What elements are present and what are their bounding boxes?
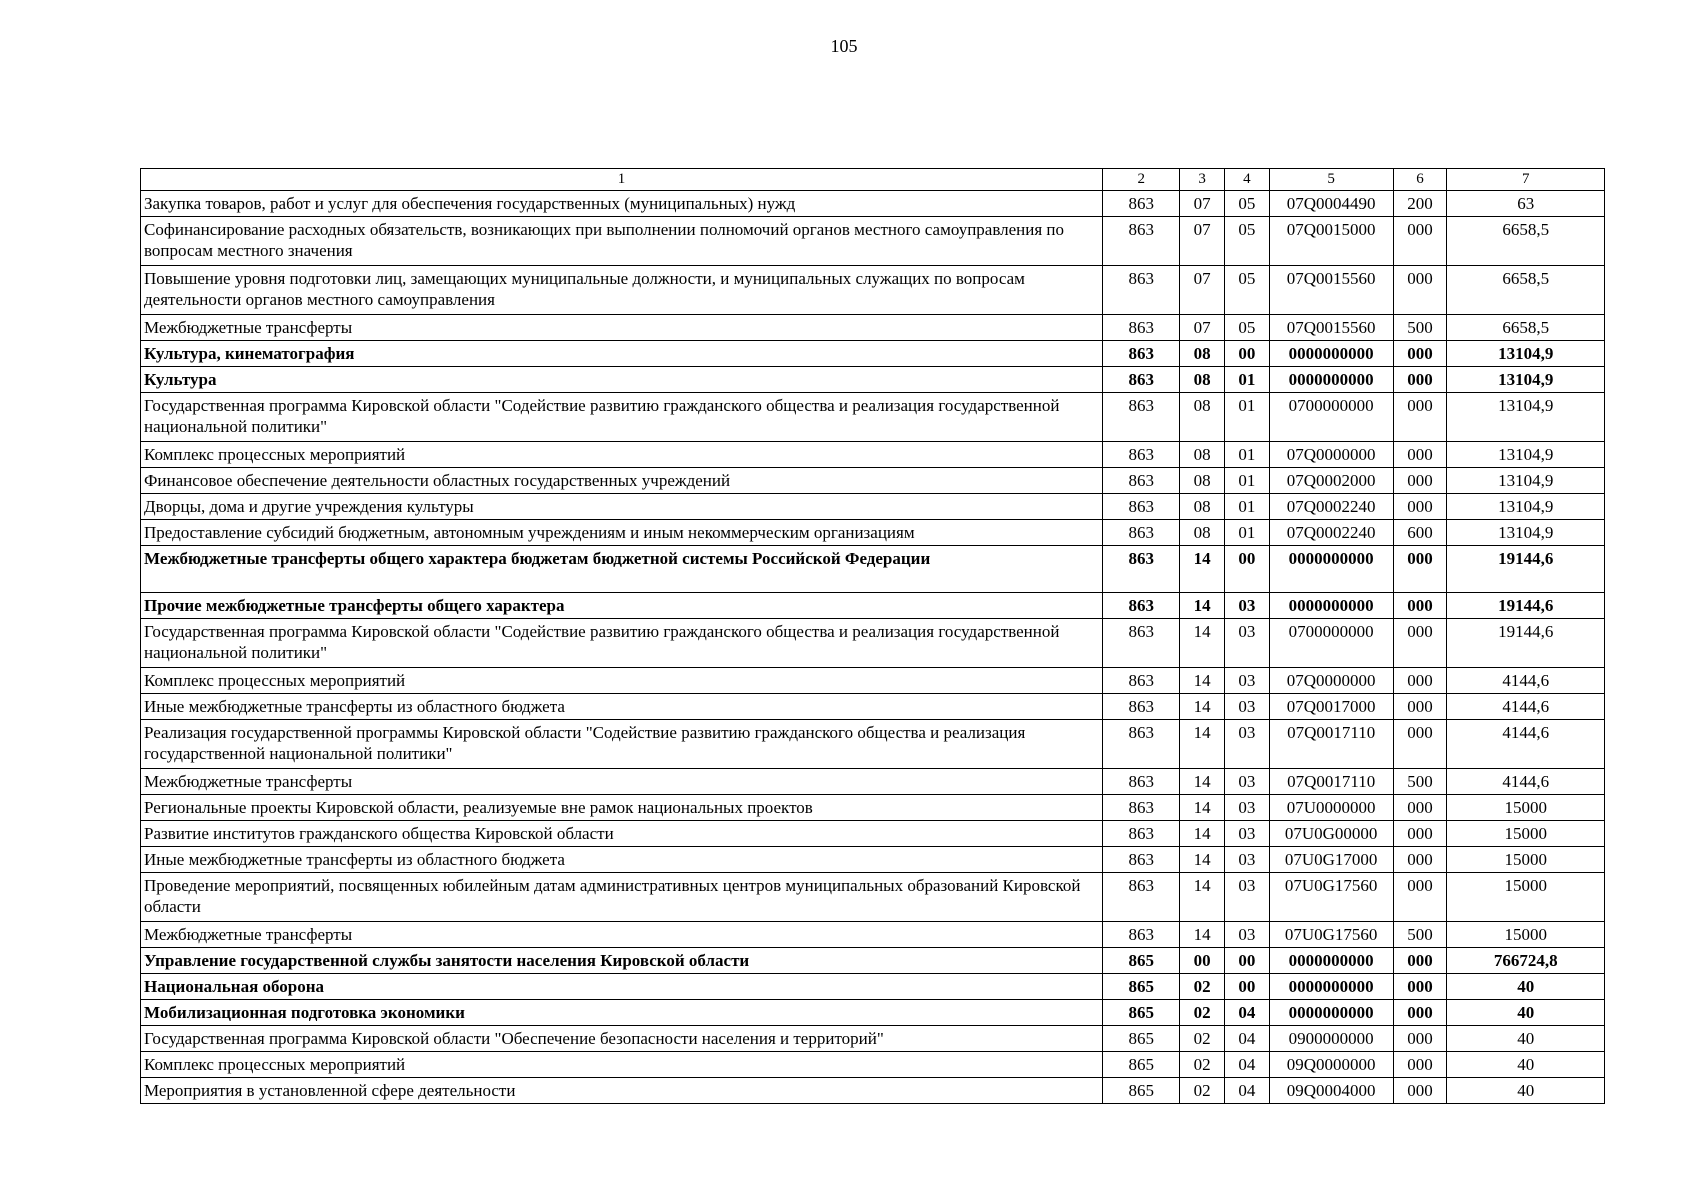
- section-cell: 02: [1180, 1078, 1225, 1104]
- target-article-cell: 07Q0015560: [1269, 315, 1393, 341]
- table-row: [141, 1078, 1605, 1104]
- expense-type-cell: 000: [1393, 619, 1447, 668]
- section-cell: 08: [1180, 393, 1225, 442]
- expense-type-cell: 500: [1393, 922, 1447, 948]
- page-number: 105: [830, 36, 858, 56]
- amount-cell: 6658,5: [1447, 315, 1605, 341]
- section-cell: 08: [1180, 468, 1225, 494]
- section-cell: 08: [1180, 442, 1225, 468]
- admin-code-cell: 865: [1103, 948, 1180, 974]
- amount-cell: 19144,6: [1447, 619, 1605, 668]
- target-article-cell: 07Q0000000: [1269, 668, 1393, 694]
- amount-cell: 766724,8: [1447, 948, 1605, 974]
- amount-cell: 19144,6: [1447, 593, 1605, 619]
- amount-cell: 40: [1447, 1026, 1605, 1052]
- section-cell: 14: [1180, 694, 1225, 720]
- subsection-cell: 05: [1225, 315, 1270, 341]
- subsection-cell: 01: [1225, 494, 1270, 520]
- row-name-cell: Софинансирование расходных обязательств, возникающих при выполнении полномочий органов местного самоуправления по вопросам местного значения: [141, 217, 1103, 266]
- expense-type-cell: 000: [1393, 720, 1447, 769]
- column-header: 7: [1447, 169, 1605, 191]
- amount-cell: 6658,5: [1447, 266, 1605, 315]
- section-cell: 08: [1180, 494, 1225, 520]
- table-row: [141, 367, 1605, 393]
- target-article-cell: 07Q0017110: [1269, 720, 1393, 769]
- admin-code-cell: 863: [1103, 341, 1180, 367]
- section-cell: 14: [1180, 795, 1225, 821]
- admin-code-cell: 863: [1103, 520, 1180, 546]
- target-article-cell: 07U0G17000: [1269, 847, 1393, 873]
- row-name-cell: Реализация государственной программы Кировской области "Содействие развитию гражданского общества и реализация государственной национальной политики": [141, 720, 1103, 769]
- target-article-cell: 07Q0015000: [1269, 217, 1393, 266]
- row-name-cell: Национальная оборона: [141, 974, 1103, 1000]
- expense-type-cell: 000: [1393, 948, 1447, 974]
- row-name-cell: Дворцы, дома и другие учреждения культуры: [141, 494, 1103, 520]
- section-cell: 14: [1180, 546, 1225, 593]
- admin-code-cell: 865: [1103, 1026, 1180, 1052]
- section-cell: 02: [1180, 974, 1225, 1000]
- section-cell: 02: [1180, 1026, 1225, 1052]
- column-header: 3: [1180, 169, 1225, 191]
- expense-type-cell: 000: [1393, 1026, 1447, 1052]
- table-row: [141, 769, 1605, 795]
- amount-cell: 15000: [1447, 847, 1605, 873]
- amount-cell: 19144,6: [1447, 546, 1605, 593]
- expense-type-cell: 000: [1393, 546, 1447, 593]
- section-cell: 07: [1180, 266, 1225, 315]
- expense-type-cell: 000: [1393, 468, 1447, 494]
- expense-type-cell: 000: [1393, 795, 1447, 821]
- subsection-cell: 01: [1225, 520, 1270, 546]
- amount-cell: 4144,6: [1447, 769, 1605, 795]
- expense-type-cell: 000: [1393, 694, 1447, 720]
- amount-cell: 15000: [1447, 821, 1605, 847]
- target-article-cell: 07U0G00000: [1269, 821, 1393, 847]
- amount-cell: 6658,5: [1447, 217, 1605, 266]
- expense-type-cell: 000: [1393, 1052, 1447, 1078]
- row-name-cell: Государственная программа Кировской области "Содействие развитию гражданского общества и реализация государственной национальной политики": [141, 393, 1103, 442]
- expense-type-cell: 000: [1393, 367, 1447, 393]
- subsection-cell: 00: [1225, 546, 1270, 593]
- row-name-cell: Предоставление субсидий бюджетным, автономным учреждениям и иным некоммерческим организациям: [141, 520, 1103, 546]
- row-name-cell: Культура: [141, 367, 1103, 393]
- amount-cell: 13104,9: [1447, 393, 1605, 442]
- target-article-cell: 0000000000: [1269, 948, 1393, 974]
- expense-type-cell: 000: [1393, 266, 1447, 315]
- section-cell: 14: [1180, 821, 1225, 847]
- row-name-cell: Комплекс процессных мероприятий: [141, 442, 1103, 468]
- subsection-cell: 03: [1225, 821, 1270, 847]
- amount-cell: 13104,9: [1447, 520, 1605, 546]
- admin-code-cell: 863: [1103, 821, 1180, 847]
- subsection-cell: 03: [1225, 668, 1270, 694]
- target-article-cell: 09Q0000000: [1269, 1052, 1393, 1078]
- table-row: [141, 468, 1605, 494]
- section-cell: 08: [1180, 520, 1225, 546]
- table-row: [141, 393, 1605, 442]
- admin-code-cell: 865: [1103, 1078, 1180, 1104]
- subsection-cell: 05: [1225, 191, 1270, 217]
- admin-code-cell: 865: [1103, 974, 1180, 1000]
- table-row: [141, 619, 1605, 668]
- target-article-cell: 0000000000: [1269, 1000, 1393, 1026]
- subsection-cell: 04: [1225, 1026, 1270, 1052]
- amount-cell: 13104,9: [1447, 341, 1605, 367]
- admin-code-cell: 863: [1103, 266, 1180, 315]
- subsection-cell: 03: [1225, 593, 1270, 619]
- admin-code-cell: 863: [1103, 494, 1180, 520]
- subsection-cell: 01: [1225, 442, 1270, 468]
- section-cell: 14: [1180, 847, 1225, 873]
- target-article-cell: 07U0G17560: [1269, 922, 1393, 948]
- admin-code-cell: 863: [1103, 442, 1180, 468]
- target-article-cell: 07Q0017000: [1269, 694, 1393, 720]
- target-article-cell: 07Q0017110: [1269, 769, 1393, 795]
- table-row: [141, 266, 1605, 315]
- subsection-cell: 05: [1225, 217, 1270, 266]
- row-name-cell: Комплекс процессных мероприятий: [141, 668, 1103, 694]
- budget-table: [140, 168, 1605, 1104]
- expense-type-cell: 000: [1393, 668, 1447, 694]
- amount-cell: 40: [1447, 974, 1605, 1000]
- admin-code-cell: 863: [1103, 847, 1180, 873]
- section-cell: 08: [1180, 367, 1225, 393]
- section-cell: 14: [1180, 922, 1225, 948]
- subsection-cell: 01: [1225, 393, 1270, 442]
- target-article-cell: 07Q0002240: [1269, 520, 1393, 546]
- target-article-cell: 0000000000: [1269, 546, 1393, 593]
- table-row: [141, 948, 1605, 974]
- table-row: [141, 847, 1605, 873]
- row-name-cell: Финансовое обеспечение деятельности областных государственных учреждений: [141, 468, 1103, 494]
- row-name-cell: Прочие межбюджетные трансферты общего характера: [141, 593, 1103, 619]
- subsection-cell: 01: [1225, 367, 1270, 393]
- column-header: 5: [1269, 169, 1393, 191]
- amount-cell: 13104,9: [1447, 468, 1605, 494]
- admin-code-cell: 863: [1103, 922, 1180, 948]
- subsection-cell: 03: [1225, 769, 1270, 795]
- table-row: [141, 217, 1605, 266]
- row-name-cell: Межбюджетные трансферты: [141, 315, 1103, 341]
- amount-cell: 13104,9: [1447, 442, 1605, 468]
- section-cell: 14: [1180, 873, 1225, 922]
- subsection-cell: 03: [1225, 847, 1270, 873]
- target-article-cell: 0900000000: [1269, 1026, 1393, 1052]
- subsection-cell: 04: [1225, 1000, 1270, 1026]
- section-cell: 14: [1180, 720, 1225, 769]
- amount-cell: 40: [1447, 1052, 1605, 1078]
- section-cell: 14: [1180, 593, 1225, 619]
- target-article-cell: 07Q0000000: [1269, 442, 1393, 468]
- target-article-cell: 07Q0002240: [1269, 494, 1393, 520]
- expense-type-cell: 000: [1393, 974, 1447, 1000]
- row-name-cell: Межбюджетные трансферты: [141, 769, 1103, 795]
- subsection-cell: 03: [1225, 922, 1270, 948]
- subsection-cell: 03: [1225, 694, 1270, 720]
- admin-code-cell: 863: [1103, 593, 1180, 619]
- target-article-cell: 0700000000: [1269, 393, 1393, 442]
- section-cell: 07: [1180, 217, 1225, 266]
- table-row: [141, 720, 1605, 769]
- admin-code-cell: 863: [1103, 873, 1180, 922]
- section-cell: 14: [1180, 668, 1225, 694]
- row-name-cell: Повышение уровня подготовки лиц, замещающих муниципальные должности, и муниципальных служащих по вопросам деятельности органов местного самоуправления: [141, 266, 1103, 315]
- amount-cell: 40: [1447, 1078, 1605, 1104]
- admin-code-cell: 863: [1103, 217, 1180, 266]
- admin-code-cell: 863: [1103, 191, 1180, 217]
- amount-cell: 4144,6: [1447, 668, 1605, 694]
- table-row: [141, 341, 1605, 367]
- row-name-cell: Управление государственной службы занятости населения Кировской области: [141, 948, 1103, 974]
- amount-cell: 40: [1447, 1000, 1605, 1026]
- target-article-cell: 07U0G17560: [1269, 873, 1393, 922]
- admin-code-cell: 863: [1103, 393, 1180, 442]
- admin-code-cell: 863: [1103, 546, 1180, 593]
- target-article-cell: 07Q0015560: [1269, 266, 1393, 315]
- target-article-cell: 09Q0004000: [1269, 1078, 1393, 1104]
- table-row: [141, 442, 1605, 468]
- subsection-cell: 03: [1225, 619, 1270, 668]
- column-header: 2: [1103, 169, 1180, 191]
- subsection-cell: 03: [1225, 720, 1270, 769]
- expense-type-cell: 000: [1393, 494, 1447, 520]
- column-header: 6: [1393, 169, 1447, 191]
- admin-code-cell: 863: [1103, 668, 1180, 694]
- row-name-cell: Региональные проекты Кировской области, реализуемые вне рамок национальных проектов: [141, 795, 1103, 821]
- subsection-cell: 00: [1225, 974, 1270, 1000]
- amount-cell: 13104,9: [1447, 494, 1605, 520]
- section-cell: 00: [1180, 948, 1225, 974]
- table-row: [141, 520, 1605, 546]
- row-name-cell: Межбюджетные трансферты общего характера бюджетам бюджетной системы Российской Федерации: [141, 546, 1103, 593]
- section-cell: 14: [1180, 769, 1225, 795]
- table-row: [141, 922, 1605, 948]
- admin-code-cell: 865: [1103, 1052, 1180, 1078]
- section-cell: 02: [1180, 1000, 1225, 1026]
- section-cell: 02: [1180, 1052, 1225, 1078]
- section-cell: 14: [1180, 619, 1225, 668]
- expense-type-cell: 000: [1393, 217, 1447, 266]
- table-row: [141, 1000, 1605, 1026]
- section-cell: 07: [1180, 191, 1225, 217]
- amount-cell: 15000: [1447, 795, 1605, 821]
- amount-cell: 15000: [1447, 873, 1605, 922]
- amount-cell: 15000: [1447, 922, 1605, 948]
- table-row: [141, 593, 1605, 619]
- subsection-cell: 00: [1225, 948, 1270, 974]
- section-cell: 07: [1180, 315, 1225, 341]
- amount-cell: 63: [1447, 191, 1605, 217]
- expense-type-cell: 500: [1393, 769, 1447, 795]
- admin-code-cell: 863: [1103, 367, 1180, 393]
- subsection-cell: 04: [1225, 1078, 1270, 1104]
- row-name-cell: Мероприятия в установленной сфере деятельности: [141, 1078, 1103, 1104]
- column-header: 1: [141, 169, 1103, 191]
- amount-cell: 13104,9: [1447, 367, 1605, 393]
- expense-type-cell: 000: [1393, 1000, 1447, 1026]
- table-row: [141, 668, 1605, 694]
- admin-code-cell: 863: [1103, 468, 1180, 494]
- target-article-cell: 07U0000000: [1269, 795, 1393, 821]
- row-name-cell: Проведение мероприятий, посвященных юбилейным датам административных центров муниципальных образований Кировской области: [141, 873, 1103, 922]
- table-row: [141, 821, 1605, 847]
- expense-type-cell: 000: [1393, 847, 1447, 873]
- expense-type-cell: 000: [1393, 341, 1447, 367]
- expense-type-cell: 000: [1393, 393, 1447, 442]
- row-name-cell: Иные межбюджетные трансферты из областного бюджета: [141, 847, 1103, 873]
- amount-cell: 4144,6: [1447, 694, 1605, 720]
- expense-type-cell: 200: [1393, 191, 1447, 217]
- subsection-cell: 03: [1225, 873, 1270, 922]
- subsection-cell: 01: [1225, 468, 1270, 494]
- row-name-cell: Межбюджетные трансферты: [141, 922, 1103, 948]
- table-row: [141, 546, 1605, 593]
- amount-cell: 4144,6: [1447, 720, 1605, 769]
- target-article-cell: 0000000000: [1269, 974, 1393, 1000]
- subsection-cell: 00: [1225, 341, 1270, 367]
- table-row: [141, 795, 1605, 821]
- row-name-cell: Комплекс процессных мероприятий: [141, 1052, 1103, 1078]
- table-row: [141, 1052, 1605, 1078]
- row-name-cell: Иные межбюджетные трансферты из областного бюджета: [141, 694, 1103, 720]
- row-name-cell: Развитие институтов гражданского общества Кировской области: [141, 821, 1103, 847]
- admin-code-cell: 865: [1103, 1000, 1180, 1026]
- subsection-cell: 04: [1225, 1052, 1270, 1078]
- admin-code-cell: 863: [1103, 315, 1180, 341]
- target-article-cell: 0000000000: [1269, 367, 1393, 393]
- table-row: [141, 974, 1605, 1000]
- row-name-cell: Закупка товаров, работ и услуг для обеспечения государственных (муниципальных) нужд: [141, 191, 1103, 217]
- expense-type-cell: 000: [1393, 873, 1447, 922]
- table-row: [141, 873, 1605, 922]
- expense-type-cell: 500: [1393, 315, 1447, 341]
- row-name-cell: Культура, кинематография: [141, 341, 1103, 367]
- table-row: [141, 694, 1605, 720]
- target-article-cell: 0000000000: [1269, 593, 1393, 619]
- admin-code-cell: 863: [1103, 720, 1180, 769]
- table-row: [141, 315, 1605, 341]
- table-row: [141, 1026, 1605, 1052]
- target-article-cell: 07Q0002000: [1269, 468, 1393, 494]
- table-row: [141, 191, 1605, 217]
- section-cell: 08: [1180, 341, 1225, 367]
- table-row: [141, 494, 1605, 520]
- admin-code-cell: 863: [1103, 694, 1180, 720]
- admin-code-cell: 863: [1103, 795, 1180, 821]
- target-article-cell: 07Q0004490: [1269, 191, 1393, 217]
- row-name-cell: Государственная программа Кировской области "Обеспечение безопасности населения и территорий": [141, 1026, 1103, 1052]
- row-name-cell: Государственная программа Кировской области "Содействие развитию гражданского общества и реализация государственной национальной политики": [141, 619, 1103, 668]
- subsection-cell: 05: [1225, 266, 1270, 315]
- expense-type-cell: 600: [1393, 520, 1447, 546]
- expense-type-cell: 000: [1393, 821, 1447, 847]
- row-name-cell: Мобилизационная подготовка экономики: [141, 1000, 1103, 1026]
- subsection-cell: 03: [1225, 795, 1270, 821]
- table-header-row: [141, 169, 1605, 191]
- expense-type-cell: 000: [1393, 442, 1447, 468]
- expense-type-cell: 000: [1393, 593, 1447, 619]
- target-article-cell: 0000000000: [1269, 341, 1393, 367]
- admin-code-cell: 863: [1103, 769, 1180, 795]
- expense-type-cell: 000: [1393, 1078, 1447, 1104]
- admin-code-cell: 863: [1103, 619, 1180, 668]
- column-header: 4: [1225, 169, 1270, 191]
- target-article-cell: 0700000000: [1269, 619, 1393, 668]
